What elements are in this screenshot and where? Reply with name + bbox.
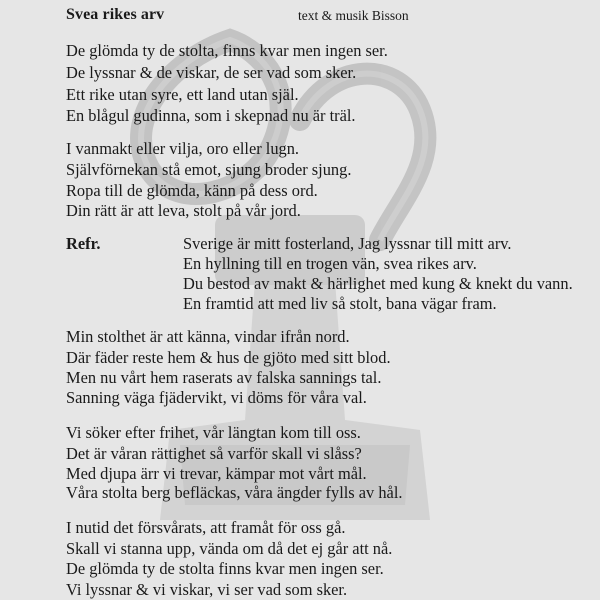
refrain-label: Refr. xyxy=(66,234,101,253)
lyric-line: Vi söker efter frihet, vår längtan kom till oss. xyxy=(66,423,361,442)
song-title: Svea rikes arv xyxy=(66,6,165,23)
lyric-line: Ett rike utan syre, ett land utan själ. xyxy=(66,85,299,104)
lyric-line: De glömda ty de stolta finns kvar men ingen ser. xyxy=(66,559,384,578)
refrain-line: En hyllning till en trogen vän, svea rikes arv. xyxy=(183,254,477,273)
lyric-line: De lyssnar & de viskar, de ser vad som sker. xyxy=(66,63,357,82)
lyric-line: Men nu vårt hem raserats av falska sannings tal. xyxy=(66,368,382,387)
lyric-line: Det är våran rättighet så varför skall vi slåss? xyxy=(66,444,362,463)
lyric-line: I vanmakt eller vilja, oro eller lugn. xyxy=(66,139,300,158)
lyric-line: Självförnekan stå emot, sjung broder sjung. xyxy=(66,160,352,179)
lyric-line: Min stolthet är att känna, vindar ifrån nord. xyxy=(66,327,350,346)
refrain-line: Sverige är mitt fosterland, Jag lyssnar till mitt arv. xyxy=(183,234,512,253)
lyric-line: I nutid det försvårats, att framåt för oss gå. xyxy=(66,518,346,537)
lyric-line: Med djupa ärr vi trevar, kämpar mot vårt mål. xyxy=(66,464,367,483)
song-credit: text & musik Bisson xyxy=(298,8,409,23)
refrain-line: Du bestod av makt & härlighet med kung & knekt du vann. xyxy=(183,274,573,293)
lyric-line: Skall vi stanna upp, vända om då det ej går att nå. xyxy=(66,539,393,558)
lyric-line: En blågul gudinna, som i skepnad nu är träl. xyxy=(66,106,356,125)
lyric-line: De glömda ty de stolta, finns kvar men ingen ser. xyxy=(66,41,388,60)
final-line: Vi lyssnar & vi viskar, vi ser vad som sker. xyxy=(66,580,348,599)
lyric-line: Där fäder reste hem & hus de gjöto med sitt blod. xyxy=(66,348,391,367)
lyric-line: Sanning väga fjädervikt, vi döms för våra val. xyxy=(66,388,367,407)
refrain-line: En framtid att med liv så stolt, bana vägar fram. xyxy=(183,294,497,313)
lyric-line: Din rätt är att leva, stolt på vår jord. xyxy=(66,201,301,220)
lyric-line: Våra stolta berg befläckas, våra ängder fylls av hål. xyxy=(66,483,403,502)
lyric-line: Ropa till de glömda, känn på dess ord. xyxy=(66,181,318,200)
